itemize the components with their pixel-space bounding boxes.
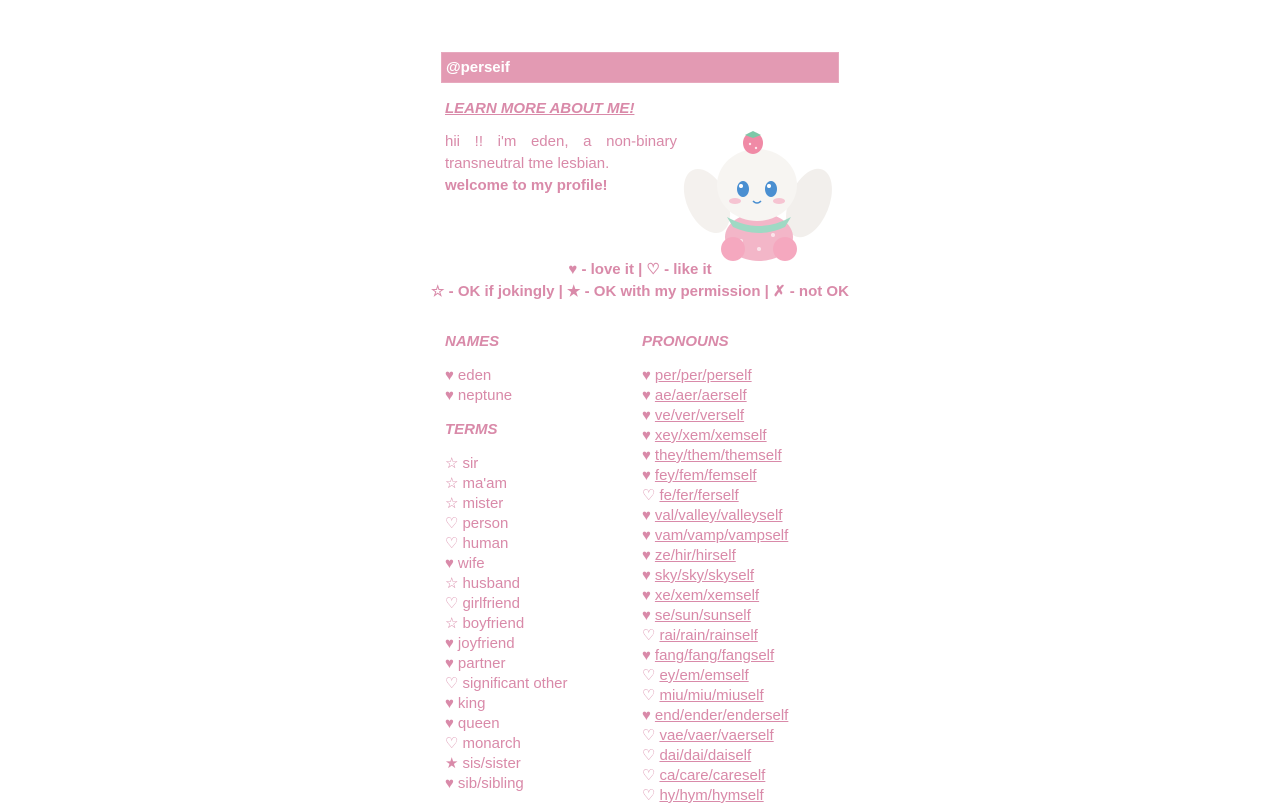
pronoun-item [642,586,862,606]
pronoun-link[interactable]: fe/fer/ferself [659,487,739,504]
pronoun-item [642,726,862,746]
term-item-label: mister [462,495,504,512]
pronoun-item [642,526,862,546]
pronoun-link[interactable]: per/per/perself [654,367,752,384]
rating-symbol: ♥ [445,775,454,792]
term-item [445,574,635,594]
rating-symbol: ♥ [642,427,651,444]
rating-symbol: ♥ [445,715,454,732]
pronoun-link[interactable]: miu/miu/miuself [659,687,764,704]
pronoun-item [642,746,862,766]
terms-heading: TERMS [445,421,498,438]
pronoun-item [642,626,862,646]
profile-handle-header [441,52,839,83]
bio-welcome: welcome to my profile! [445,177,608,194]
pronoun-item [642,786,862,806]
term-item-label: girlfriend [462,595,520,612]
term-item [445,474,635,494]
rating-symbol: ☆ [445,615,459,632]
rating-symbol: ♡ [445,735,459,752]
pronoun-link[interactable]: fey/fem/femself [654,467,757,484]
rating-symbol: ☆ [445,475,459,492]
term-item-label: boyfriend [462,615,525,632]
term-item-label: ma'am [462,475,507,492]
legend-line-1: ♥ - love it | ♡ - like it [568,261,712,278]
pronoun-item [642,766,862,786]
rating-symbol: ♥ [642,367,651,384]
rating-symbol: ♡ [445,515,459,532]
rating-symbol: ♡ [642,667,656,684]
pronoun-item [642,546,862,566]
rating-symbol: ♡ [642,767,656,784]
name-item [445,386,635,406]
pronoun-link[interactable]: vam/vamp/vampself [654,527,789,544]
rating-symbol: ♡ [642,687,656,704]
rating-symbol: ♥ [642,527,651,544]
rating-symbol: ♥ [642,387,651,404]
term-item-label: sir [462,455,479,472]
rating-symbol: ♥ [445,387,454,404]
pronoun-link[interactable]: fang/fang/fangself [654,647,775,664]
cinnamoroll-plush-image [681,129,835,263]
term-item-label: wife [457,555,485,572]
term-item [445,734,635,754]
term-item-label: sis/sister [462,755,521,772]
legend-line-2: ☆ - OK if jokingly | ★ - OK with my permission | ✗ - not OK [431,283,849,300]
name-item-label: neptune [457,387,513,404]
rating-symbol: ♥ [642,447,651,464]
rating-symbol: ★ [445,755,459,772]
pronoun-item [642,686,862,706]
profile-handle: @perseif [446,59,510,76]
term-item [445,494,635,514]
about-me-link[interactable]: LEARN MORE ABOUT ME! [445,100,635,117]
rating-symbol: ♡ [445,535,459,552]
term-item-label: husband [462,575,521,592]
pronouns-column [642,332,862,806]
rating-symbol: ♡ [642,487,656,504]
pronouns-heading: PRONOUNS [642,333,729,350]
pronoun-item [642,446,862,466]
term-item-label: monarch [462,735,521,752]
pronoun-item [642,366,862,386]
rating-symbol: ♥ [642,547,651,564]
term-item [445,674,635,694]
rating-symbol: ♥ [445,635,454,652]
name-item-label: eden [457,367,492,384]
pronoun-link[interactable]: hy/hym/hymself [659,787,764,804]
rating-symbol: ♥ [445,695,454,712]
pronoun-item [642,706,862,726]
rating-symbol: ♥ [642,647,651,664]
rating-symbol: ♥ [445,555,454,572]
rating-symbol: ☆ [445,495,459,512]
term-item-label: human [462,535,509,552]
bio-intro: hii !! i'm eden, a non-binary transneutral tme lesbian. [445,133,677,172]
term-item-label: partner [457,655,506,672]
term-item [445,654,635,674]
names-heading: NAMES [445,333,500,350]
rating-legend [400,259,880,303]
rating-symbol: ☆ [445,455,459,472]
term-item [445,534,635,554]
rating-symbol: ♡ [445,595,459,612]
pronoun-link[interactable]: sky/sky/skyself [654,567,755,584]
profile-card [441,52,839,243]
pronoun-link[interactable]: xe/xem/xemself [654,587,760,604]
pronoun-item [642,666,862,686]
rating-symbol: ♡ [642,727,656,744]
rating-symbol: ♡ [642,747,656,764]
rating-symbol: ♥ [445,655,454,672]
rating-symbol: ♥ [642,467,651,484]
rating-symbol: ♡ [642,627,656,644]
term-item-label: joyfriend [457,635,515,652]
pronoun-link[interactable]: ve/ver/verself [654,407,745,424]
pronoun-item [642,486,862,506]
rating-symbol: ♥ [642,607,651,624]
pronoun-link[interactable]: they/them/themself [654,447,782,464]
pronoun-link[interactable]: vae/vaer/vaerself [659,727,774,744]
term-item-label: sib/sibling [457,775,524,792]
term-item [445,554,635,574]
pronoun-item [642,386,862,406]
pronoun-link[interactable]: end/ender/enderself [654,707,789,724]
term-item [445,774,635,794]
pronoun-item [642,606,862,626]
pronoun-item [642,426,862,446]
term-item [445,514,635,534]
term-item [445,454,635,474]
names-terms-column [445,332,635,794]
pronoun-item [642,506,862,526]
term-item-label: person [462,515,509,532]
terms-list [445,454,635,794]
pronoun-link[interactable]: xey/xem/xemself [654,427,767,444]
term-item-label: king [457,695,486,712]
pronoun-link[interactable]: ze/hir/hirself [654,547,736,564]
term-item [445,634,635,654]
rating-symbol: ♡ [445,675,459,692]
name-item [445,366,635,386]
pronoun-link[interactable]: se/sun/sunself [654,607,751,624]
pronoun-item [642,646,862,666]
term-item-label: significant other [462,675,568,692]
pronoun-link[interactable]: rai/rain/rainself [659,627,758,644]
pronoun-link[interactable]: ca/care/careself [659,767,766,784]
pronoun-item [642,406,862,426]
term-item-label: queen [457,715,500,732]
pronoun-link[interactable]: dai/dai/daiself [659,747,752,764]
term-item [445,694,635,714]
term-item [445,614,635,634]
term-item [445,594,635,614]
pronouns-list [642,366,862,806]
rating-symbol: ♥ [642,587,651,604]
rating-symbol: ♡ [642,787,656,804]
pronoun-link[interactable]: ae/aer/aerself [654,387,747,404]
rating-symbol: ♥ [642,507,651,524]
pronoun-item [642,466,862,486]
bio-text [445,131,677,197]
rating-symbol: ☆ [445,575,459,592]
names-list [445,366,635,406]
rating-symbol: ♥ [642,567,651,584]
term-item [445,714,635,734]
about-section [441,83,839,243]
rating-symbol: ♥ [642,707,651,724]
rating-symbol: ♥ [642,407,651,424]
pronoun-item [642,566,862,586]
rating-symbol: ♥ [445,367,454,384]
pronoun-link[interactable]: ey/em/emself [659,667,749,684]
pronoun-link[interactable]: val/valley/valleyself [654,507,783,524]
term-item [445,754,635,774]
